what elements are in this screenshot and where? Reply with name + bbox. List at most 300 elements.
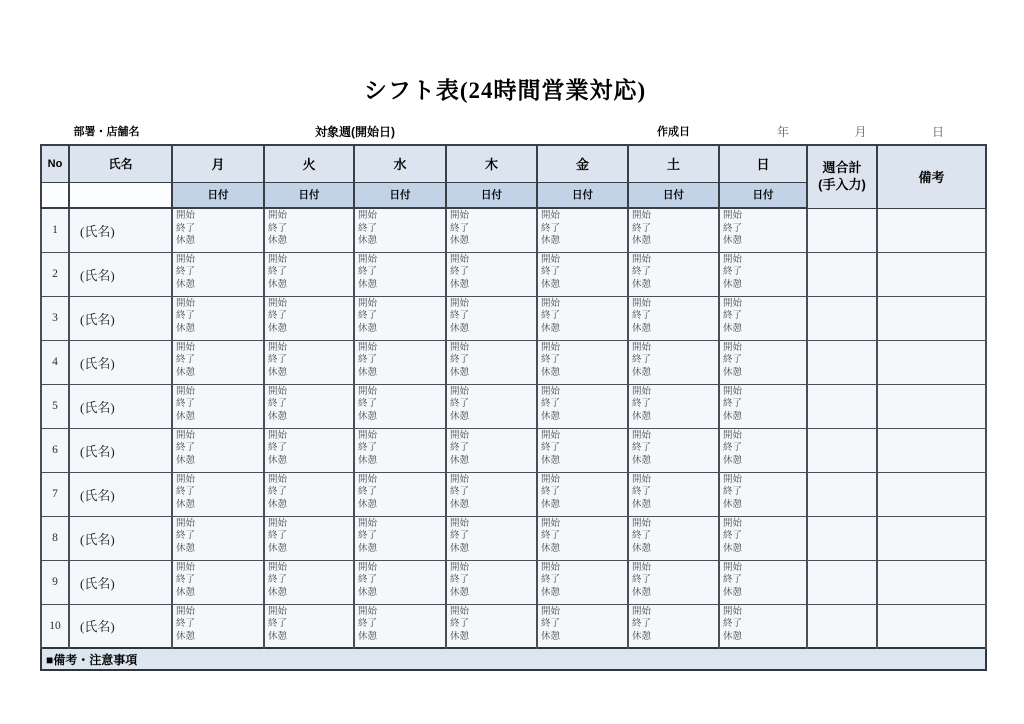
- table-row: [41, 516, 986, 560]
- shift-start-label: 開始: [632, 342, 652, 353]
- row-number: 10: [41, 604, 69, 648]
- shift-end-label: 終了: [268, 575, 288, 585]
- shift-start-label: 開始: [450, 430, 470, 441]
- shift-start-label: 開始: [268, 298, 288, 309]
- shift-start-label: 開始: [450, 386, 470, 397]
- shift-end-label: 終了: [450, 531, 470, 541]
- shift-break-label: 休憩: [632, 236, 652, 246]
- staff-name: (氏名): [69, 208, 172, 252]
- shift-end-label: 終了: [268, 399, 288, 409]
- shift-start-label: 開始: [176, 211, 196, 221]
- shift-cell: [446, 516, 537, 560]
- row-number: 3: [41, 296, 69, 340]
- shift-end-label: 終了: [541, 355, 561, 365]
- table-row: [41, 428, 986, 472]
- shift-cell: [264, 384, 354, 428]
- shift-break-label: 休憩: [358, 587, 378, 598]
- notes-cell: [877, 428, 986, 472]
- shift-end-label: 終了: [176, 487, 196, 497]
- shift-break-label: 休憩: [632, 367, 652, 378]
- shift-cell: [354, 604, 446, 648]
- staff-name: (氏名): [69, 560, 172, 604]
- shift-break-label: 休憩: [450, 411, 470, 422]
- staff-name: (氏名): [69, 252, 172, 296]
- date-subheader: 日付: [446, 182, 537, 208]
- shift-start-label: 開始: [632, 562, 652, 573]
- staff-name: (氏名): [69, 296, 172, 340]
- week-total-cell: [807, 604, 877, 648]
- shift-start-label: 開始: [450, 474, 470, 485]
- shift-start-label: 開始: [268, 386, 288, 397]
- shift-end-label: 終了: [632, 531, 652, 541]
- shift-end-label: 終了: [723, 399, 743, 409]
- staff-name: (氏名): [69, 604, 172, 648]
- date-subheader: 日付: [537, 182, 628, 208]
- shift-start-label: 開始: [541, 254, 561, 265]
- shift-cell: [446, 384, 537, 428]
- shift-end-label: 終了: [450, 443, 470, 453]
- shift-start-label: 開始: [358, 562, 378, 573]
- shift-start-label: 開始: [450, 211, 470, 221]
- shift-cell: [264, 560, 354, 604]
- shift-cell: [264, 472, 354, 516]
- shift-end-label: 終了: [450, 399, 470, 409]
- date-subheader: 日付: [628, 182, 719, 208]
- shift-cell: [172, 208, 264, 252]
- shift-cell: [264, 428, 354, 472]
- shift-cell: [719, 604, 807, 648]
- week-total-cell: [807, 296, 877, 340]
- table-row: [41, 340, 986, 384]
- shift-break-label: 休憩: [268, 367, 288, 378]
- shift-break-label: 休憩: [358, 411, 378, 422]
- shift-cell: [354, 516, 446, 560]
- column-header-sunday: 日: [719, 145, 807, 182]
- column-header-wednesday: 水: [354, 145, 446, 182]
- shift-end-label: 終了: [450, 575, 470, 585]
- shift-start-label: 開始: [176, 342, 196, 353]
- notes-cell: [877, 560, 986, 604]
- shift-break-label: 休憩: [450, 631, 470, 642]
- shift-start-label: 開始: [268, 211, 288, 221]
- shift-start-label: 開始: [723, 606, 743, 617]
- shift-break-label: 休憩: [632, 455, 652, 466]
- shift-break-label: 休憩: [632, 543, 652, 554]
- shift-cell: [719, 560, 807, 604]
- shift-end-label: 終了: [450, 223, 470, 234]
- shift-break-label: 休憩: [268, 455, 288, 466]
- shift-cell: [172, 516, 264, 560]
- year-unit-label: 年: [777, 124, 790, 139]
- shift-cell: [446, 296, 537, 340]
- shift-break-label: 休憩: [176, 236, 196, 246]
- shift-break-label: 休憩: [723, 543, 743, 554]
- shift-break-label: 休憩: [541, 587, 561, 598]
- shift-start-label: 開始: [632, 430, 652, 441]
- shift-end-label: 終了: [358, 619, 378, 629]
- shift-cell: [354, 296, 446, 340]
- column-header-saturday: 土: [628, 145, 719, 182]
- shift-end-label: 終了: [358, 443, 378, 453]
- shift-break-label: 休憩: [268, 279, 288, 290]
- shift-cell: [537, 560, 628, 604]
- shift-start-label: 開始: [450, 298, 470, 309]
- shift-start-label: 開始: [176, 430, 196, 441]
- shift-cell: [172, 472, 264, 516]
- shift-start-label: 開始: [541, 518, 561, 529]
- shift-break-label: 休憩: [176, 455, 196, 466]
- row-number: 5: [41, 384, 69, 428]
- shift-end-label: 終了: [541, 619, 561, 629]
- shift-cell: [354, 208, 446, 252]
- shift-cell: [537, 428, 628, 472]
- week-total-cell: [807, 384, 877, 428]
- shift-end-label: 終了: [358, 531, 378, 541]
- shift-end-label: 終了: [632, 575, 652, 585]
- shift-break-label: 休憩: [541, 323, 561, 334]
- shift-cell: [354, 472, 446, 516]
- shift-break-label: 休憩: [450, 455, 470, 466]
- shift-break-label: 休憩: [541, 367, 561, 378]
- created-date-label: 作成日: [628, 118, 719, 145]
- shift-break-label: 休憩: [450, 279, 470, 290]
- shift-start-label: 開始: [358, 254, 378, 265]
- shift-cell: [537, 472, 628, 516]
- shift-end-label: 終了: [268, 619, 288, 629]
- page-title: シフト表(24時間営業対応): [363, 78, 647, 103]
- shift-cell: [172, 428, 264, 472]
- shift-start-label: 開始: [268, 430, 288, 441]
- staff-name: (氏名): [69, 428, 172, 472]
- shift-start-label: 開始: [632, 211, 652, 221]
- date-subheader: 日付: [719, 182, 807, 208]
- shift-table: [40, 118, 987, 671]
- shift-cell: [537, 604, 628, 648]
- shift-start-label: 開始: [541, 562, 561, 573]
- column-header-friday: 金: [537, 145, 628, 182]
- shift-end-label: 終了: [632, 311, 652, 321]
- column-header-name: 氏名: [69, 145, 172, 182]
- notes-cell: [877, 296, 986, 340]
- target-week-label: 対象週(開始日): [264, 118, 446, 145]
- shift-end-label: 終了: [541, 267, 561, 277]
- shift-break-label: 休憩: [176, 543, 196, 554]
- shift-end-label: 終了: [723, 487, 743, 497]
- shift-cell: [172, 604, 264, 648]
- shift-break-label: 休憩: [723, 455, 743, 466]
- shift-break-label: 休憩: [268, 543, 288, 554]
- shift-break-label: 休憩: [268, 236, 288, 246]
- shift-break-label: 休憩: [358, 499, 378, 510]
- shift-break-label: 休憩: [723, 236, 743, 246]
- shift-break-label: 休憩: [450, 323, 470, 334]
- shift-start-label: 開始: [358, 211, 378, 221]
- shift-break-label: 休憩: [541, 455, 561, 466]
- shift-cell: [537, 208, 628, 252]
- shift-start-label: 開始: [450, 254, 470, 265]
- shift-break-label: 休憩: [358, 455, 378, 466]
- shift-start-label: 開始: [723, 211, 743, 221]
- table-row: [41, 560, 986, 604]
- shift-break-label: 休憩: [723, 323, 743, 334]
- shift-start-label: 開始: [358, 342, 378, 353]
- shift-start-label: 開始: [268, 518, 288, 529]
- shift-break-label: 休憩: [268, 411, 288, 422]
- shift-cell: [264, 296, 354, 340]
- shift-cell: [628, 384, 719, 428]
- shift-cell: [354, 384, 446, 428]
- shift-break-label: 休憩: [268, 631, 288, 642]
- shift-break-label: 休憩: [723, 631, 743, 642]
- week-total-cell: [807, 252, 877, 296]
- shift-cell: [537, 384, 628, 428]
- row-number: 9: [41, 560, 69, 604]
- shift-cell: [264, 604, 354, 648]
- column-header-week-total: [807, 145, 877, 208]
- shift-end-label: 終了: [268, 531, 288, 541]
- shift-start-label: 開始: [723, 474, 743, 485]
- staff-name: (氏名): [69, 516, 172, 560]
- shift-start-label: 開始: [358, 606, 378, 617]
- row-number: 1: [41, 208, 69, 252]
- shift-cell: [446, 208, 537, 252]
- shift-break-label: 休憩: [632, 279, 652, 290]
- date-subheader-blank-no: [41, 182, 69, 208]
- row-number: 6: [41, 428, 69, 472]
- shift-cell: [446, 604, 537, 648]
- shift-start-label: 開始: [632, 518, 652, 529]
- shift-cell: [264, 208, 354, 252]
- week-total-cell: [807, 208, 877, 252]
- notes-cell: [877, 604, 986, 648]
- shift-end-label: 終了: [450, 619, 470, 629]
- shift-cell: [628, 340, 719, 384]
- notes-cell: [877, 384, 986, 428]
- day-unit-label: 日: [932, 124, 945, 139]
- shift-cell: [628, 296, 719, 340]
- shift-start-label: 開始: [723, 562, 743, 573]
- shift-start-label: 開始: [176, 298, 196, 309]
- shift-start-label: 開始: [450, 562, 470, 573]
- created-date-value-cell: [719, 118, 986, 145]
- shift-cell: [719, 384, 807, 428]
- shift-break-label: 休憩: [358, 631, 378, 642]
- shift-break-label: 休憩: [176, 587, 196, 598]
- row-number: 7: [41, 472, 69, 516]
- shift-cell: [628, 560, 719, 604]
- shift-start-label: 開始: [541, 342, 561, 353]
- shift-cell: [628, 604, 719, 648]
- column-header-notes: 備考: [877, 145, 986, 208]
- column-header-tuesday: 火: [264, 145, 354, 182]
- shift-break-label: 休憩: [541, 543, 561, 554]
- shift-end-label: 終了: [268, 311, 288, 321]
- shift-cell: [446, 428, 537, 472]
- notes-cell: [877, 208, 986, 252]
- shift-cell: [719, 340, 807, 384]
- shift-start-label: 開始: [268, 254, 288, 265]
- shift-cell: [354, 252, 446, 296]
- shift-cell: [172, 252, 264, 296]
- shift-cell: [719, 516, 807, 560]
- shift-start-label: 開始: [176, 474, 196, 485]
- shift-start-label: 開始: [450, 518, 470, 529]
- staff-name: (氏名): [69, 472, 172, 516]
- header-row-days: [41, 145, 986, 182]
- shift-end-label: 終了: [176, 619, 196, 629]
- shift-start-label: 開始: [723, 518, 743, 529]
- shift-end-label: 終了: [632, 619, 652, 629]
- shift-cell: [172, 296, 264, 340]
- shift-break-label: 休憩: [632, 587, 652, 598]
- shift-break-label: 休憩: [450, 236, 470, 246]
- shift-end-label: 終了: [268, 267, 288, 277]
- shift-end-label: 終了: [723, 223, 743, 234]
- shift-start-label: 開始: [268, 474, 288, 485]
- shift-cell: [719, 296, 807, 340]
- notes-cell: [877, 516, 986, 560]
- shift-end-label: 終了: [541, 531, 561, 541]
- notes-cell: [877, 340, 986, 384]
- shift-end-label: 終了: [450, 487, 470, 497]
- column-header-monday: 月: [172, 145, 264, 182]
- shift-start-label: 開始: [176, 386, 196, 397]
- shift-break-label: 休憩: [541, 631, 561, 642]
- shift-break-label: 休憩: [176, 631, 196, 642]
- week-total-cell: [807, 516, 877, 560]
- shift-end-label: 終了: [176, 223, 196, 234]
- shift-cell: [354, 428, 446, 472]
- shift-break-label: 休憩: [176, 499, 196, 510]
- shift-end-label: 終了: [268, 223, 288, 234]
- shift-break-label: 休憩: [358, 323, 378, 334]
- shift-cell: [537, 252, 628, 296]
- shift-start-label: 開始: [723, 386, 743, 397]
- notes-cell: [877, 472, 986, 516]
- shift-end-label: 終了: [358, 575, 378, 585]
- shift-cell: [354, 340, 446, 384]
- shift-end-label: 終了: [723, 531, 743, 541]
- shift-break-label: 休憩: [358, 236, 378, 246]
- staff-name: (氏名): [69, 384, 172, 428]
- shift-start-label: 開始: [632, 606, 652, 617]
- shift-start-label: 開始: [358, 430, 378, 441]
- shift-end-label: 終了: [541, 487, 561, 497]
- shift-start-label: 開始: [632, 254, 652, 265]
- row-number: 2: [41, 252, 69, 296]
- table-row: [41, 604, 986, 648]
- table-row: [41, 384, 986, 428]
- shift-break-label: 休憩: [450, 587, 470, 598]
- shift-start-label: 開始: [450, 606, 470, 617]
- shift-break-label: 休憩: [723, 279, 743, 290]
- shift-end-label: 終了: [632, 267, 652, 277]
- shift-start-label: 開始: [176, 606, 196, 617]
- shift-cell: [719, 208, 807, 252]
- shift-cell: [537, 296, 628, 340]
- shift-break-label: 休憩: [268, 323, 288, 334]
- shift-cell: [719, 428, 807, 472]
- shift-end-label: 終了: [176, 399, 196, 409]
- shift-break-label: 休憩: [450, 499, 470, 510]
- shift-end-label: 終了: [632, 223, 652, 234]
- row-number: 4: [41, 340, 69, 384]
- shift-start-label: 開始: [723, 342, 743, 353]
- week-total-line1: 週合計: [822, 159, 862, 175]
- table-row: [41, 252, 986, 296]
- shift-end-label: 終了: [176, 443, 196, 453]
- shift-end-label: 終了: [541, 311, 561, 321]
- shift-end-label: 終了: [176, 311, 196, 321]
- shift-end-label: 終了: [176, 355, 196, 365]
- shift-end-label: 終了: [268, 443, 288, 453]
- shift-break-label: 休憩: [632, 411, 652, 422]
- shift-start-label: 開始: [176, 562, 196, 573]
- shift-end-label: 終了: [450, 355, 470, 365]
- shift-cell: [354, 560, 446, 604]
- shift-end-label: 終了: [723, 575, 743, 585]
- info-row: [41, 118, 986, 145]
- shift-cell: [172, 384, 264, 428]
- date-units: [719, 123, 986, 140]
- shift-cell: [628, 516, 719, 560]
- shift-start-label: 開始: [541, 430, 561, 441]
- shift-start-label: 開始: [268, 342, 288, 353]
- shift-end-label: 終了: [632, 487, 652, 497]
- date-subheader: 日付: [354, 182, 446, 208]
- row-number: 8: [41, 516, 69, 560]
- table-row: [41, 208, 986, 252]
- week-total-cell: [807, 560, 877, 604]
- shift-end-label: 終了: [268, 487, 288, 497]
- shift-start-label: 開始: [541, 211, 561, 221]
- shift-start-label: 開始: [268, 562, 288, 573]
- shift-start-label: 開始: [176, 518, 196, 529]
- shift-break-label: 休憩: [723, 411, 743, 422]
- shift-end-label: 終了: [268, 355, 288, 365]
- table-row: [41, 296, 986, 340]
- shift-cell: [446, 340, 537, 384]
- shift-end-label: 終了: [358, 355, 378, 365]
- shift-cell: [172, 340, 264, 384]
- shift-break-label: 休憩: [541, 411, 561, 422]
- shift-end-label: 終了: [176, 531, 196, 541]
- shift-cell: [446, 560, 537, 604]
- shift-break-label: 休憩: [723, 587, 743, 598]
- footer-row: [41, 648, 986, 670]
- shift-break-label: 休憩: [632, 323, 652, 334]
- week-total-cell: [807, 340, 877, 384]
- shift-end-label: 終了: [358, 399, 378, 409]
- shift-cell: [537, 516, 628, 560]
- week-total-cell: [807, 472, 877, 516]
- column-header-no: No: [41, 145, 69, 182]
- shift-end-label: 終了: [450, 267, 470, 277]
- department-store-value-cell: [172, 118, 264, 145]
- shift-break-label: 休憩: [632, 499, 652, 510]
- shift-cell: [537, 340, 628, 384]
- shift-start-label: 開始: [723, 298, 743, 309]
- shift-break-label: 休憩: [541, 236, 561, 246]
- shift-start-label: 開始: [176, 254, 196, 265]
- shift-table-body: [41, 208, 986, 648]
- shift-start-label: 開始: [632, 386, 652, 397]
- shift-cell: [264, 516, 354, 560]
- shift-break-label: 休憩: [268, 499, 288, 510]
- shift-break-label: 休憩: [268, 587, 288, 598]
- shift-break-label: 休憩: [541, 279, 561, 290]
- shift-break-label: 休憩: [176, 323, 196, 334]
